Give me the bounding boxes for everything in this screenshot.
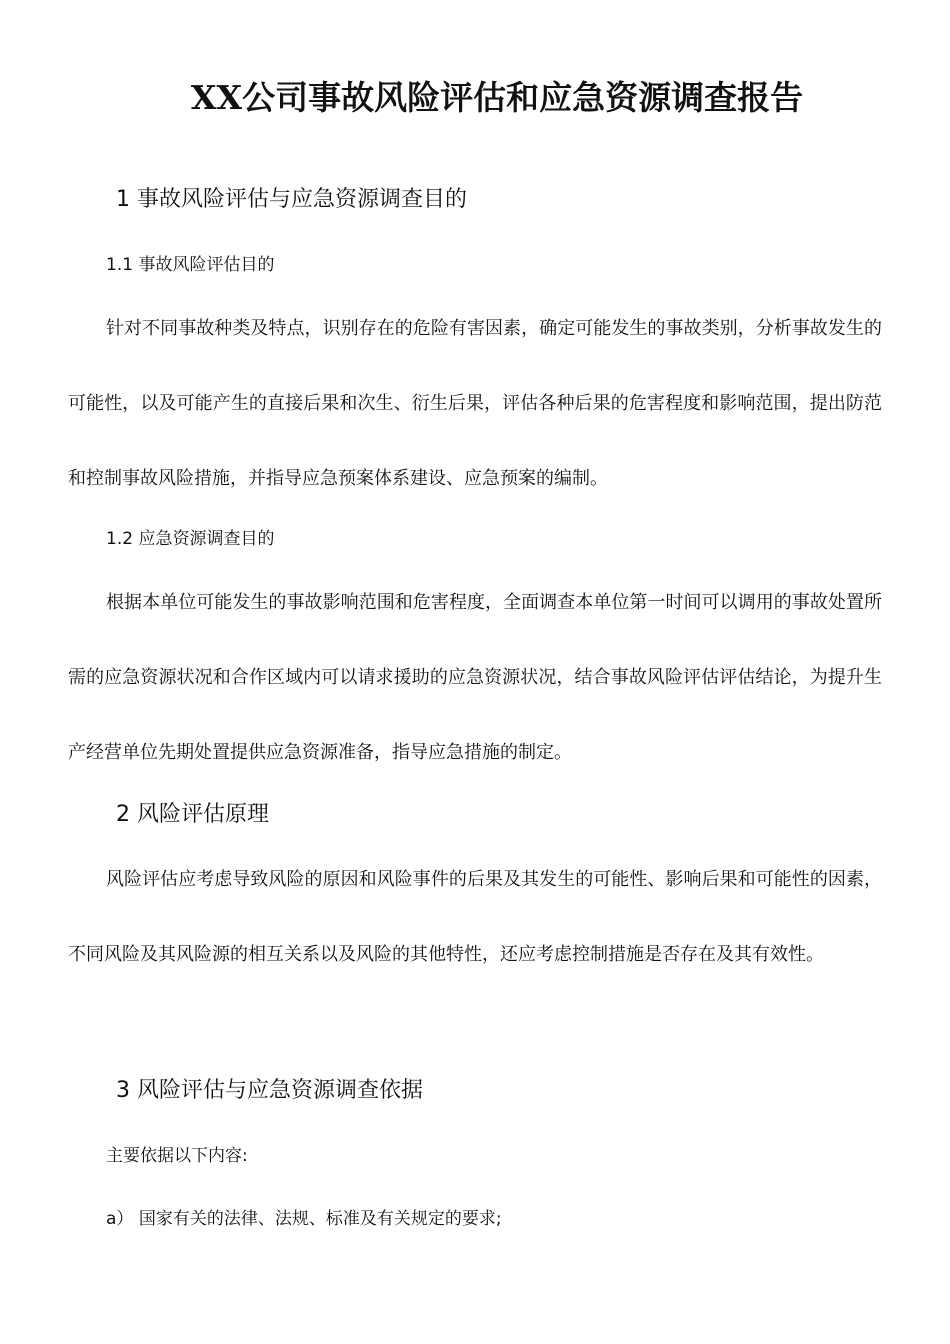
section-1-2-heading: 1.2 应急资源调查目的 (106, 529, 275, 549)
section-1-heading: 1 事故风险评估与应急资源调查目的 (116, 187, 467, 212)
section-2-paragraph: 风险评估应考虑导致风险的原因和风险事件的后果及其发生的可能性、影响后果和可能性的因素，不同风险及其风险源的相互关系以及风险的其他特性，还应考虑控制措施是否存在及其有效性。 (68, 869, 882, 965)
section-1-1-paragraph: 针对不同事故种类及特点，识别存在的危险有害因素，确定可能发生的事故类别，分析事故发生的可能性，以及可能产生的直接后果和次生、衍生后果，评估各种后果的危害程度和影响范围，提出防范和控制事故风险措施，并指导应急预案体系建设、应急预案的编制。 (68, 318, 882, 489)
section-1-1-heading: 1.1 事故风险评估目的 (106, 255, 275, 275)
document-title: XX公司事故风险评估和应急资源调查报告 (190, 78, 804, 117)
section-3-heading: 3 风险评估与应急资源调查依据 (116, 1078, 423, 1103)
section-1-2-paragraph: 根据本单位可能发生的事故影响范围和危害程度，全面调查本单位第一时间可以调用的事故处置所需的应急资源状况和合作区域内可以请求援助的应急资源状况，结合事故风险评估评估结论，为提升生产经营单位先期处置提供应急资源准备，指导应急措施的制定。 (68, 592, 882, 763)
section-3-list-item: a） 国家有关的法律、法规、标准及有关规定的要求; (106, 1209, 502, 1229)
section-3-intro: 主要依据以下内容: (106, 1146, 248, 1166)
section-2-heading: 2 风险评估原理 (116, 802, 269, 827)
